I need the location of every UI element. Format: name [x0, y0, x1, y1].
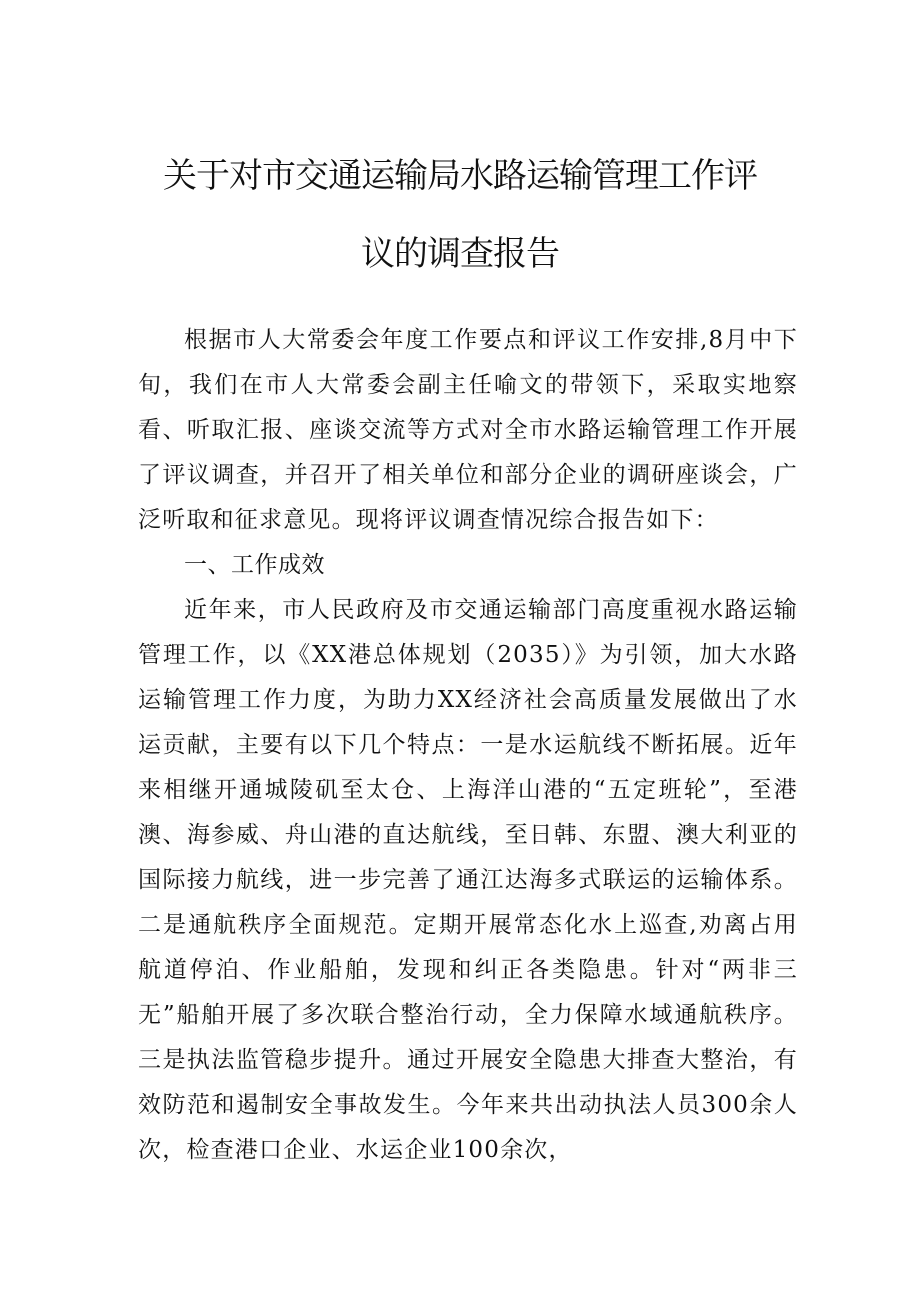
document-title-line-2: 议的调查报告	[361, 234, 559, 274]
document-body	[138, 318, 798, 1173]
document-title-line-1: 关于对市交通运输局水路运输管理工作评	[163, 156, 757, 196]
section-heading-work-results: 一、工作成效	[184, 552, 325, 578]
intro-paragraph: 根据市人大常委会年度工作要点和评议工作安排,8月中下旬，我们在市人大常委会副主任喻文的带领下，采取实地察看、听取汇报、座谈交流等方式对全市水路运输管理工作开展了评议调查，并召开了相关单位和部分企业的调研座谈会，广泛听取和征求意见。现将评议调查情况综合报告如下：	[138, 327, 798, 533]
section-paragraph-work-results: 近年来，市人民政府及市交通运输部门高度重视水路运输管理工作，以《XX港总体规划（2035）》为引领，加大水路运输管理工作力度，为助力XX经济社会高质量发展做出了水运贡献，主要有以下几个特点：一是水运航线不断拓展。近年来相继开通城陵矶至太仓、上海洋山港的“五定班轮”，至港澳、海参威、舟山港的直达航线，至日韩、东盟、澳大利亚的国际接力航线，进一步完善了通江达海多式联运的运输体系。二是通航秩序全面规范。定期开展常态化水上巡查,劝离占用航道停泊、作业船舶，发现和纠正各类隐患。针对“两非三无”船舶开展了多次联合整治行动，全力保障水域通航秩序。三是执法监管稳步提升。通过开展安全隐患大排查大整治，有效防范和遏制安全事故发生。今年来共出动执法人员300余人次，检查港口企业、水运企业100余次，	[138, 597, 798, 1163]
